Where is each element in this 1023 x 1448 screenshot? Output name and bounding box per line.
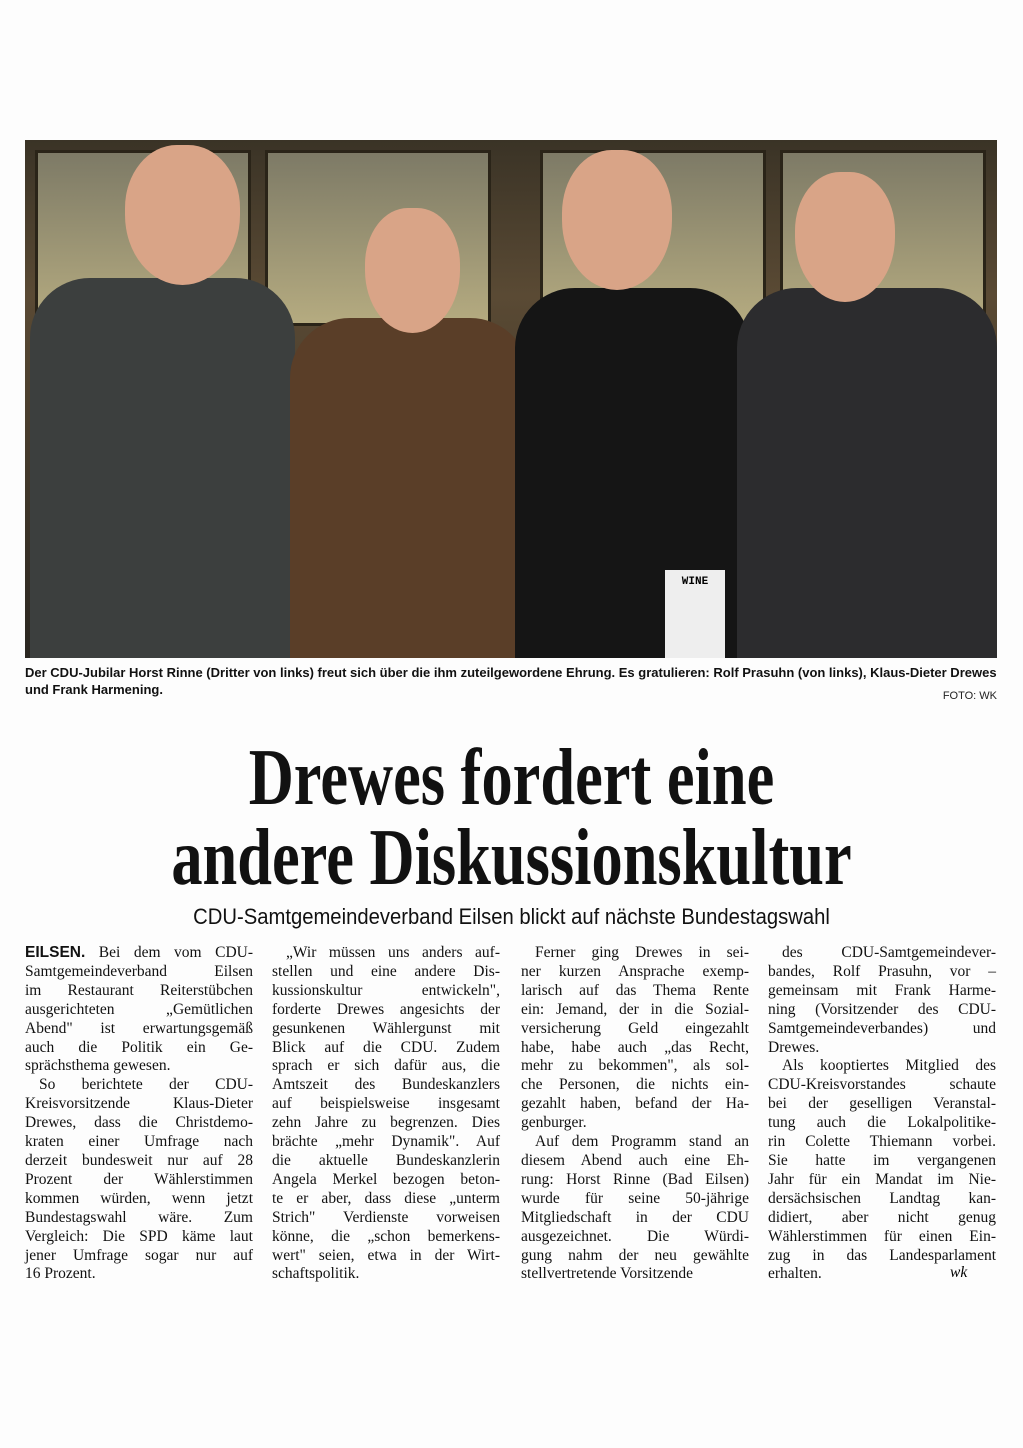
article-line: Wählerstimmen für einen Ein- <box>768 1227 996 1245</box>
author-initials: wk <box>950 1264 968 1281</box>
article-line: brächte „mehr Dynamik". Auf <box>272 1133 500 1151</box>
article-line: derzeit bundesweit nur auf 28 <box>25 1151 253 1169</box>
article-line: versicherung Geld eingezahlt <box>521 1019 749 1037</box>
article-line: im Restaurant Reiterstübchen <box>25 981 253 999</box>
article-line: gung nahm der neu gewählte <box>521 1246 749 1264</box>
article-line: Samtgemeindeverbandes) und <box>768 1019 996 1037</box>
person-4-head <box>795 172 895 302</box>
article-line: ning (Vorsitzender des CDU- <box>768 1000 996 1018</box>
article-line: auf beispielsweise insgesamt <box>272 1095 500 1113</box>
article-line: Drewes. <box>768 1038 820 1056</box>
article-line: Blick auf die CDU. Zudem <box>272 1038 500 1056</box>
person-3-head <box>562 150 672 290</box>
article-line: diesem Abend auch eine Eh- <box>521 1151 749 1169</box>
article-line: Samtgemeindeverband Eilsen <box>25 962 253 980</box>
article-line: Ferner ging Drewes in sei- <box>535 944 749 961</box>
article-column-1 <box>25 944 253 1284</box>
person-4 <box>737 288 997 658</box>
article-line: te er aber, dass diese „unterm <box>272 1189 500 1207</box>
photo-caption: Der CDU-Jubilar Horst Rinne (Dritter von links) freut sich über die ihm zuteilgewordene Ehrung. Es gratulieren: Rolf Prasuhn (von links), Klaus-Dieter Drewes und Frank Harmening. <box>25 665 997 697</box>
article-line: jener Umfrage sogar nur auf <box>25 1246 253 1264</box>
article-line: Auf dem Programm stand an <box>535 1133 749 1151</box>
article-line: Mitgliedschaft in der CDU <box>521 1208 749 1226</box>
article-line: So berichtete der CDU- <box>39 1076 253 1094</box>
article-line: Drewes, dass die Christdemo- <box>25 1114 253 1132</box>
article-line: 16 Prozent. <box>25 1265 96 1283</box>
article-line: wurde für seine 50-jährige <box>521 1189 749 1207</box>
article-line: gesunkenen Wählergunst mit <box>272 1019 500 1037</box>
article-column-4 <box>768 944 996 1284</box>
person-2 <box>290 318 530 658</box>
article-line: Als kooptiertes Mitglied des <box>782 1057 996 1075</box>
article-line: genburger. <box>521 1114 587 1132</box>
person-1 <box>30 278 295 658</box>
article-line: sprach er sich dafür aus, die <box>272 1057 500 1075</box>
article-line: tung auch die Lokalpolitike- <box>768 1114 996 1132</box>
article-line: dersächsischen Landtag kan- <box>768 1189 996 1207</box>
article-line: che Personen, die nichts ein- <box>521 1076 749 1094</box>
article-line: wert" seien, etwa in der Wirt- <box>272 1246 500 1264</box>
article-line: larisch auf das Thema Rente <box>521 981 749 999</box>
article-line: kussionskultur entwickeln", <box>272 981 500 999</box>
article-line: bei der geselligen Veranstal- <box>768 1095 996 1113</box>
article-line: ner kurzen Ansprache exemp- <box>521 962 749 980</box>
article-line: Kreisvorsitzende Klaus-Dieter <box>25 1095 253 1113</box>
article-line: sprächsthema gewesen. <box>25 1057 171 1075</box>
article-line: CDU-Kreisvorstandes schaute <box>768 1076 996 1094</box>
article-line: stellvertretende Vorsitzende <box>521 1265 694 1283</box>
article-line: könne, die „schon bemerkens- <box>272 1227 500 1245</box>
article-line <box>25 944 253 963</box>
article-line: gezahlt haben, befand der Ha- <box>521 1095 749 1113</box>
article-line: zug in das Landesparlament <box>768 1246 996 1264</box>
article-line: Strich" Verdienste vorweisen <box>272 1208 500 1226</box>
article-line: Abend" ist erwartungsgemäß <box>25 1019 253 1037</box>
article-line: stellen und eine andere Dis- <box>272 962 500 980</box>
article-column-2 <box>272 944 500 1284</box>
article-line: ein: Jemand, der in die Sozial- <box>521 1000 749 1018</box>
article-line: rin Colette Thiemann vorbei. <box>768 1133 996 1151</box>
article-line: rung: Horst Rinne (Bad Eilsen) <box>521 1170 749 1188</box>
article-line: Angela Merkel bezogen beton- <box>272 1170 500 1188</box>
article-column-3 <box>521 944 749 1284</box>
article-line: Sie hatte im vergangenen <box>768 1151 996 1169</box>
article-line: zehn Jahre zu begrenzen. Dies <box>272 1114 500 1132</box>
subheadline: CDU-Samtgemeindeverband Eilsen blickt auf nächste Bundestagswahl <box>193 904 830 929</box>
article-line: schaftspolitik. <box>272 1265 360 1283</box>
article-line: Bundestagswahl wäre. Zum <box>25 1208 253 1226</box>
person-1-head <box>125 145 240 285</box>
article-line: Vergleich: Die SPD käme laut <box>25 1227 253 1245</box>
article-line: des CDU-Samtgemeindever- <box>782 944 996 961</box>
article-line: habe, habe auch „das Recht, <box>521 1038 749 1056</box>
headline-line-1: Drewes fordert eine <box>248 734 775 822</box>
dateline: EILSEN. <box>25 944 86 961</box>
article-line: Prozent der Wählerstimmen <box>25 1170 253 1188</box>
article-line: auch die Politik ein Ge- <box>25 1038 253 1056</box>
article-line: ausgerichteten „Gemütlichen <box>25 1000 253 1018</box>
article-photo <box>25 140 997 658</box>
article-line: bandes, Rolf Prasuhn, vor – <box>768 962 996 980</box>
article-line: „Wir müssen uns anders auf- <box>286 944 500 961</box>
article-line: ausgezeichnet. Die Würdi- <box>521 1227 749 1245</box>
article-line: kraten einer Umfrage nach <box>25 1133 253 1151</box>
article-line: Jahr für ein Mandat im Nie- <box>768 1170 996 1188</box>
headline-line-2: andere Diskussionskultur <box>171 814 852 902</box>
article-line: erhalten. <box>768 1265 822 1283</box>
photo-credit: FOTO: WK <box>942 690 997 702</box>
article-line: mehr zu bekommen", als sol- <box>521 1057 749 1075</box>
article-line: Amtszeit des Bundeskanzlers <box>272 1076 500 1094</box>
article-line: didiert, aber nicht genug <box>768 1208 996 1226</box>
article-line: kommen würden, wenn jetzt <box>25 1189 253 1207</box>
article-line: forderte Drewes angesichts der <box>272 1000 500 1018</box>
article-text: Bei dem vom CDU- <box>85 944 253 961</box>
article-line: gemeinsam mit Frank Harme- <box>768 981 996 999</box>
wine-bag: WINE <box>665 570 725 658</box>
person-2-head <box>365 208 460 333</box>
article-line: die aktuelle Bundeskanzlerin <box>272 1151 500 1169</box>
